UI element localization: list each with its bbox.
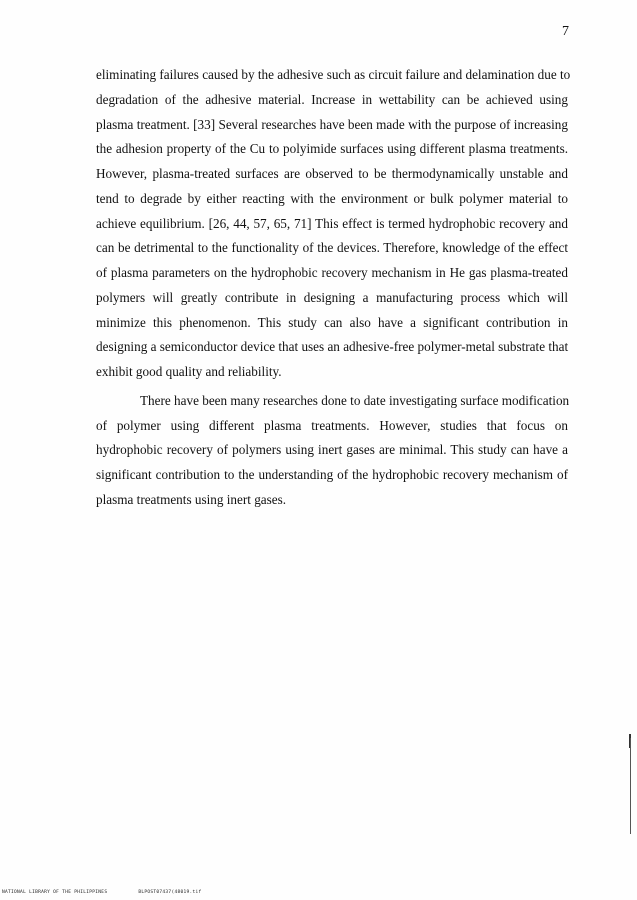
text-line: achieve equilibrium. [26, 44, 57, 65, 71] This effect is termed hydrophobic recovery and — [96, 215, 568, 231]
text-line: tend to degrade by either reacting with the environment or bulk polymer material to — [96, 190, 568, 206]
text-line: of plasma parameters on the hydrophobic recovery mechanism in He gas plasma-treated — [96, 265, 568, 280]
text-line: of polymer using different plasma treatments. However, studies that focus on — [96, 417, 568, 433]
footer-file-name: BLPOST07437(48019.tif — [138, 890, 202, 895]
text-line: plasma treatments using inert gases. — [96, 491, 287, 507]
text-line: degradation of the adhesive material. Increase in wettability can be achieved using — [96, 91, 568, 107]
body-text — [96, 63, 571, 513]
paragraph-1 — [96, 63, 571, 385]
text-line: exhibit good quality and reliability. — [96, 364, 282, 379]
page-number: 7 — [562, 24, 569, 39]
text-line: significant contribution to the understanding of the hydrophobic recovery mechanism of — [96, 467, 568, 482]
text-line: hydrophobic recovery of polymers using inert gases are minimal. This study can have a — [96, 442, 568, 458]
scan-edge-line — [630, 738, 631, 834]
text-line: However, plasma-treated surfaces are observed to be thermodynamically unstable and — [96, 166, 568, 181]
text-line: designing a semiconductor device that uses an adhesive-free polymer-metal substrate that — [96, 339, 569, 355]
text-line: plasma treatment. [33] Several researches have been made with the purpose of increasing — [96, 116, 568, 132]
scan-footer — [2, 890, 230, 895]
paragraph-2 — [96, 389, 568, 513]
text-line: polymers will greatly contribute in designing a manufacturing process which will — [96, 289, 568, 305]
footer-library-name: NATIONAL LIBRARY OF THE PHILIPPINES — [2, 890, 108, 895]
text-line: the adhesion property of the Cu to polyimide surfaces using different plasma treatments. — [96, 141, 568, 157]
text-line: can be detrimental to the functionality of the devices. Therefore, knowledge of the effect — [96, 240, 568, 256]
text-line: There have been many researches done to date investigating surface modification — [140, 392, 570, 408]
text-line: eliminating failures caused by the adhesive such as circuit failure and delamination due to — [96, 67, 571, 82]
text-line: minimize this phenomenon. This study can also have a significant contribution in — [96, 314, 568, 330]
